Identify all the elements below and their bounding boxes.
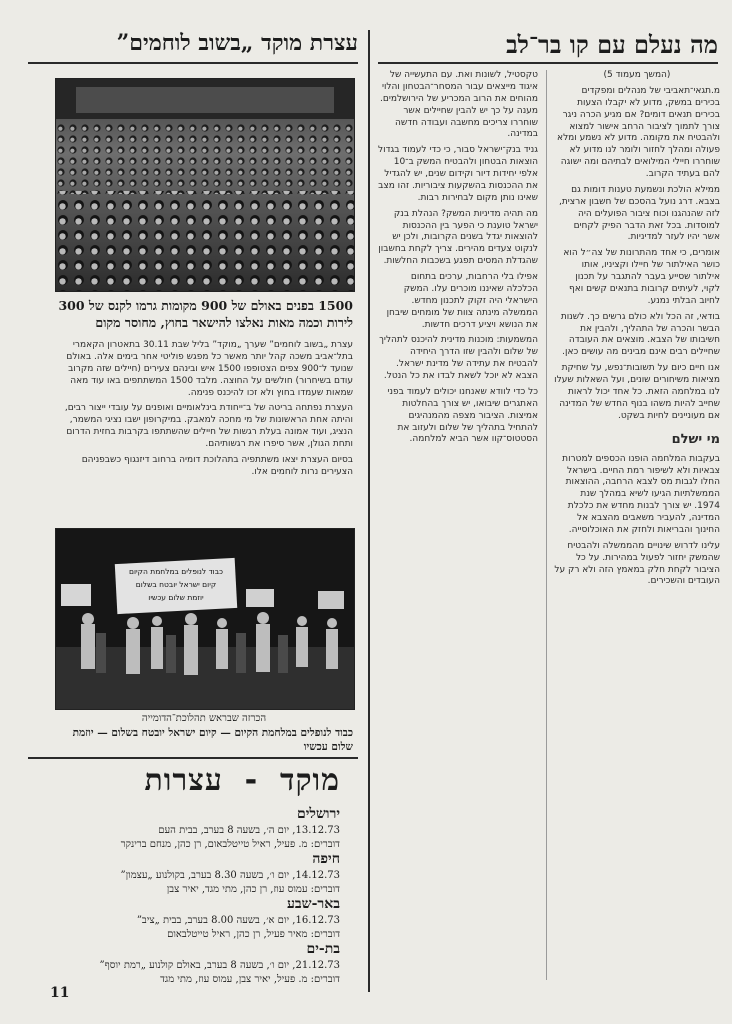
left-headline: עצרת מוקד „בשוב לוחמים” [116, 30, 358, 56]
event-speakers: דוברים: מ. פעיל, יאיר צבן, עמוס עוז, מתי מגד [160, 973, 340, 985]
right-paragraph: גניד בנק־ישראל סבור, כי כדי לעמוד בגדול הוצאות הבטחון ולהבטיח המשק ב־10 אלפי יחידות דיור וקידום שנים, יש להגדיל את ההכנסות בהשקעות ציבוריות. זהו מצב שאינו נותן מקום לבחירות רבות. [378, 145, 538, 203]
event-city: בת-ים [306, 941, 340, 957]
left-paragraph-1: עצרת „בשוב לוחמים” שערך „מוקד” בליל שבת 30.11 בתאטרון הקאמרי בתל־אביב משכה קהל יותר מאשר כל מפגש פוליטי אחר בימים אלה. באולם שנועד ל־900 צפים הצטופפו 1500 איש ובינהם צעירים (חיילים שזה מקרוב עודם בשיחרור) חולשים על החוצה. מלבד 1500 המשתתפים באו עוד מאה שמאות שעמדו בחוץ ולא זכו להיכנס פנימה. [66, 340, 353, 398]
event-speakers: דוברים: מאיר פעיל, רן כהן, ראיל טייטלבאום [167, 928, 340, 940]
event-batyam [40, 935, 340, 986]
event-speakers: דוברים: עמוס עוז, רן כהן, מתי מגד, יאיר צבן [166, 883, 340, 895]
right-subhead-continued: (המשך מעמוד 5) [603, 70, 671, 80]
events-title: מוקד - עצרות [144, 763, 340, 798]
right-headline-rule [378, 62, 718, 64]
event-jerusalem [40, 800, 340, 851]
right-paragraph: מה תהיה מדיניות המשק? הנהלת בנק ישראל טוענת כי הפער בין ההכנסות להוצאות יגדל בשנים הקרובות, ולכן יש לנקוט צעדים מהירים. צריך לקחת בחשבון שהגדלת המסים תפגע בשכבות החלשות. [378, 208, 538, 267]
crowd-photo-caption: 1500 בפנים באולם של 900 מקומות גרמו לקנס של 300 לירות וכמה מאות נאלצו להישאר בחוץ, מחוסר מקום [58, 298, 353, 330]
banner-line-2: קיום ישראל יובטח בשלום [135, 580, 217, 589]
right-article-col-2 [378, 70, 538, 980]
banner-line-3: יוזמת שלום עכשיו [148, 593, 204, 602]
march-photo-caption-1: הכרזה שבראש תהלוכת־הדומייה [141, 713, 267, 724]
event-date: 14.12.73, יום ו׳, בשעה 8.30 בערב, בקולנוע „עצמון” [120, 870, 340, 881]
right-subhead-who-pays: מי ישלם [671, 431, 720, 447]
page-number: 11 [50, 985, 70, 1001]
march-photo-caption-2: כבוד לנופלים במלחמת הקיום — קיום ישראל יובטח בשלום — יוזמת שלום עכשיו [72, 727, 353, 753]
right-paragraph: מ.תגאי־תאביבי של מנהלים ומפקדים בכירים במשק, מדוע לא יקבלו הצעות בכירים תנאים דומים? אם מגיע הכרה ניגר צורך לתמוך לציבור הרחב אישור למצוא ולהבטיח את מקומה. מדוע לא נשמע ומלא פעולה ומהלך לחזור ולומר לנו מדוע לא שוחררו חיילי המילואים לבתיהם ומה ישוגה להם בעתיד הקרוב. [557, 85, 720, 179]
left-article-body [55, 340, 353, 526]
crowd-photo [55, 78, 355, 292]
right-paragraph: כל כדי לוודא שאנחנו יכולים לעמוד בפני האתגרים שיבואו, יש צורך בהחלטות אמיצות. הציבור מצפה מהמנהיגים להתחיל בתהליך של שלום ולעזוב את הסטטוס־קוו אשר הביא למלחמה. [387, 386, 538, 445]
right-paragraph: בודאי, זה הכל ולא כולם גרשים כך. לשנות הבשר והכרה של התהליך, ולהבין את חשיבותו של הצבא. מוצאים את העובדה שחיילים רבים אינם מבינים מה עושים כאן. [560, 311, 720, 358]
banner-line-1: כבוד לנופלים במלחמת הקיום [128, 567, 224, 576]
event-city: ירושלים [297, 806, 340, 822]
column-divider [368, 30, 370, 992]
event-date: 13.12.73, יום ה׳, בשעה 8 בערב, בבית העם [158, 825, 340, 836]
right-paragraph: אפילו בלי הרחבות, ערכים בתחום הכלכלה שאיננו מוכרים עלו. המשק הישראלי היה זקוק לתכנון מחדש. הממשלה מינתה צוות של מומחים שיבחן את הנושא ויציע דרכים חדשות. [386, 272, 538, 330]
events-top-rule [28, 757, 358, 759]
right-article-col-1 [554, 70, 720, 980]
event-haifa [40, 845, 340, 896]
left-paragraph-2: העצרת נפתחה בריטה של ב־ייחודת בינלאומיים ואופנים על עובדי ייצור רבים, והיתה אחת הראשונות של מי מחכה למאבק. במיקרופון ישבו נציגי המשמר, הנציג, ועוד אמונה בעלת רגשות של חיילים שהשתתפו בקרבות בחזית הדרום ותחת הגולן, אשר סיפרו את רגשותיהם. [64, 403, 353, 449]
right-paragraph: אנו חיים כיום על תשובות־נפש, על שחיקת מציאות משיחורים שונים, ועל השאלות שעלו לנו במלחמה הזאת. כל אחד יכול לראות שחייב להיות משהו בנוף החדש של המדינה אם מעוניינים לחיות בשקט. [554, 363, 720, 421]
right-inner-divider [546, 70, 547, 980]
right-paragraph: המשמעות: מוכנות מדינית להיכנס לתהליך של שלום ולהבין שזו הדרך היחידה להבטיח את עתידה של מדינת ישראל. הצבא לא יוכל לשאת לבדו את כל הנטל. [379, 335, 538, 381]
right-paragraph: טקסטיל, לשונות ואת. עם התעשייה של איגוד מייצאים עבור המסחר־הבטחון והלוי מהוחים את הרוב המכריע של הירושלמים. מענה על כך יש להבין שחיילים אשר שוחררו צריכים מחשבה ועבודה חדשה במדינה. [379, 70, 538, 140]
right-paragraph: עלינו לדרוש שינויים מהממשלה ולהבטיח שהמשק יחזור לפעול במהירות. על כל הציבור לקחת חלק במאמץ הזה ולא רק על העובדים והשכירים. [554, 540, 720, 587]
crowd-photo-image [56, 79, 354, 291]
right-paragraph: בעקבות המלחמה הופנו הכספים למטרות צבאיות ולא לשיפור רמת החיים. בישראל החלו לגבות מס לצבא הרחבה, ההוצאות הממשלתיות הגיעו לשיא במהלך שנת 1974. יש צורך לבנות מחדש את כלכלת המדינה, להעביר משאבים מהצבא אל החינוך והבריאות ולחזק את האוכלוסייה. [562, 453, 720, 535]
march-photo [55, 528, 355, 710]
event-date: 21.12.73, יום ו׳, בשעה 8 בערב, באולם קולנוע „רמת יוסף” [99, 960, 340, 971]
event-city: חיפה [312, 851, 340, 867]
event-beersheba [40, 890, 340, 941]
left-headline-rule [28, 62, 358, 64]
event-date: 16.12.73, יום א׳, בשעה 8.00 בערב, בבית „ציב” [136, 915, 340, 926]
right-headline: מה נעלם עם קו בר־לב [506, 30, 718, 59]
left-paragraph-3: בסיום העצרת יצאו משתתפיה בתהלוכת דומיה ברחוב דיזנגוף כשבפניהם הצעירים נרות לוחמים אלו. [81, 454, 353, 477]
event-speakers: דוברים: מ. פעיל, ראיל טייטלבאום, רן כהן, מנחם ברינקר [120, 838, 340, 850]
right-paragraph: אומרים, כי אחד מהתרונות של צה״ל הוא כושר האילתור של חיילו וקציניו, אותו אילתור שסייע בעבר להתגבר על תכנון לקוי, לעיתים קרובות בתנאים קשים ואף לחיוב הבלתי נמנע. [563, 248, 720, 306]
right-paragraph: ממילא הולכת ונשמעת טענות דומות גם בצבא. דרג נועל בהסכם של חשבון ארצית, לזה שהנהגנו וכוח ציבור הפועלים היה למוסדות. בכל זאת הדבר הפיק לקחים אשר יהיו לעזר למדיניות. [558, 184, 720, 243]
event-city: באר-שבע [286, 896, 340, 912]
march-photo-image [56, 529, 354, 709]
